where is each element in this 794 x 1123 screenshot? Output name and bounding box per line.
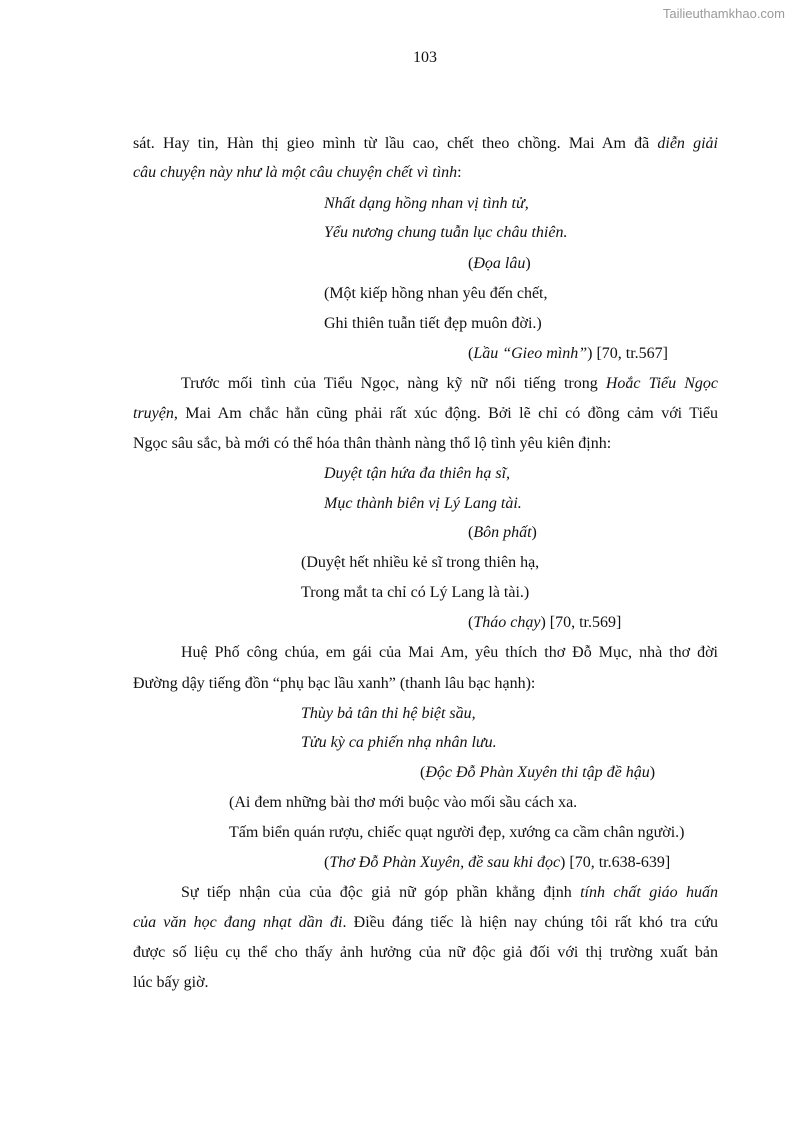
body-line: sát. Hay tin, Hàn thị gieo mình từ lầu cao, chết theo chồng. Mai Am đã diễn giải	[133, 135, 718, 152]
body-line: Huệ Phố công chúa, em gái của Mai Am, yêu thích thơ Đỗ Mục, nhà thơ đời	[181, 644, 718, 661]
body-line: của văn học đang nhạt dần đi. Điều đáng tiếc là hiện nay chúng tôi rất khó tra cứu	[133, 914, 718, 931]
poem-line: Duyệt tận hứa đa thiên hạ sĩ,	[324, 465, 511, 482]
watermark: Tailieuthamkhao.com	[662, 6, 785, 21]
poem-line: Tửu kỳ ca phiến nhạ nhân lưu.	[301, 734, 497, 751]
translation-source: (Tháo chạy) [70, tr.569]	[468, 614, 622, 631]
translation-line: Tấm biển quán rượu, chiếc quạt người đẹp, xướng ca cầm chân người.)	[229, 824, 685, 841]
translation-line: Ghi thiên tuẫn tiết đẹp muôn đời.)	[324, 315, 542, 332]
poem-source: (Bôn phất)	[468, 524, 537, 541]
translation-line: (Ai đem những bài thơ mới buộc vào mối sầu cách xa.	[229, 794, 578, 811]
poem-line: Thùy bả tân thi hệ biệt sầu,	[301, 705, 476, 722]
body-line: Sự tiếp nhận của của độc giả nữ góp phần khẳng định tính chất giáo huấn	[181, 884, 718, 901]
translation-line: Trong mắt ta chỉ có Lý Lang là tài.)	[301, 584, 530, 601]
poem-line: Yểu nương chung tuẫn lục châu thiên.	[324, 224, 568, 241]
body-line: Ngọc sâu sắc, bà mới có thể hóa thân thành nàng thổ lộ tình yêu kiên định:	[133, 435, 612, 452]
poem-line: Nhất dạng hồng nhan vị tình tử,	[324, 195, 529, 212]
body-line: được số liệu cụ thể cho thấy ảnh hưởng của nữ độc giả đối với thị trường xuất bản	[133, 944, 718, 961]
body-line: câu chuyện này như là một câu chuyện chết vì tình:	[133, 164, 462, 181]
translation-line: (Một kiếp hồng nhan yêu đến chết,	[324, 285, 548, 302]
body-line: Đường dậy tiếng đồn “phụ bạc lầu xanh” (thanh lâu bạc hạnh):	[133, 675, 536, 692]
translation-source: (Lầu “Gieo mình”) [70, tr.567]	[468, 345, 668, 362]
poem-source: (Độc Đỗ Phàn Xuyên thi tập đề hậu)	[420, 764, 656, 781]
body-line: Trước mối tình của Tiểu Ngọc, nàng kỹ nữ nổi tiếng trong Hoắc Tiểu Ngọc	[181, 375, 718, 392]
poem-line: Mục thành biên vị Lý Lang tài.	[324, 495, 522, 512]
poem-source: (Đọa lâu)	[468, 255, 531, 272]
translation-line: (Duyệt hết nhiều kẻ sĩ trong thiên hạ,	[301, 554, 540, 571]
translation-source: (Thơ Đỗ Phàn Xuyên, đề sau khi đọc) [70, tr.638-639]	[324, 854, 671, 871]
page-number: 103	[413, 49, 437, 66]
body-line: lúc bấy giờ.	[133, 974, 209, 991]
body-line: truyện, Mai Am chắc hẳn cũng phải rất xúc động. Bởi lẽ chỉ có đồng cảm với Tiểu	[133, 405, 718, 422]
